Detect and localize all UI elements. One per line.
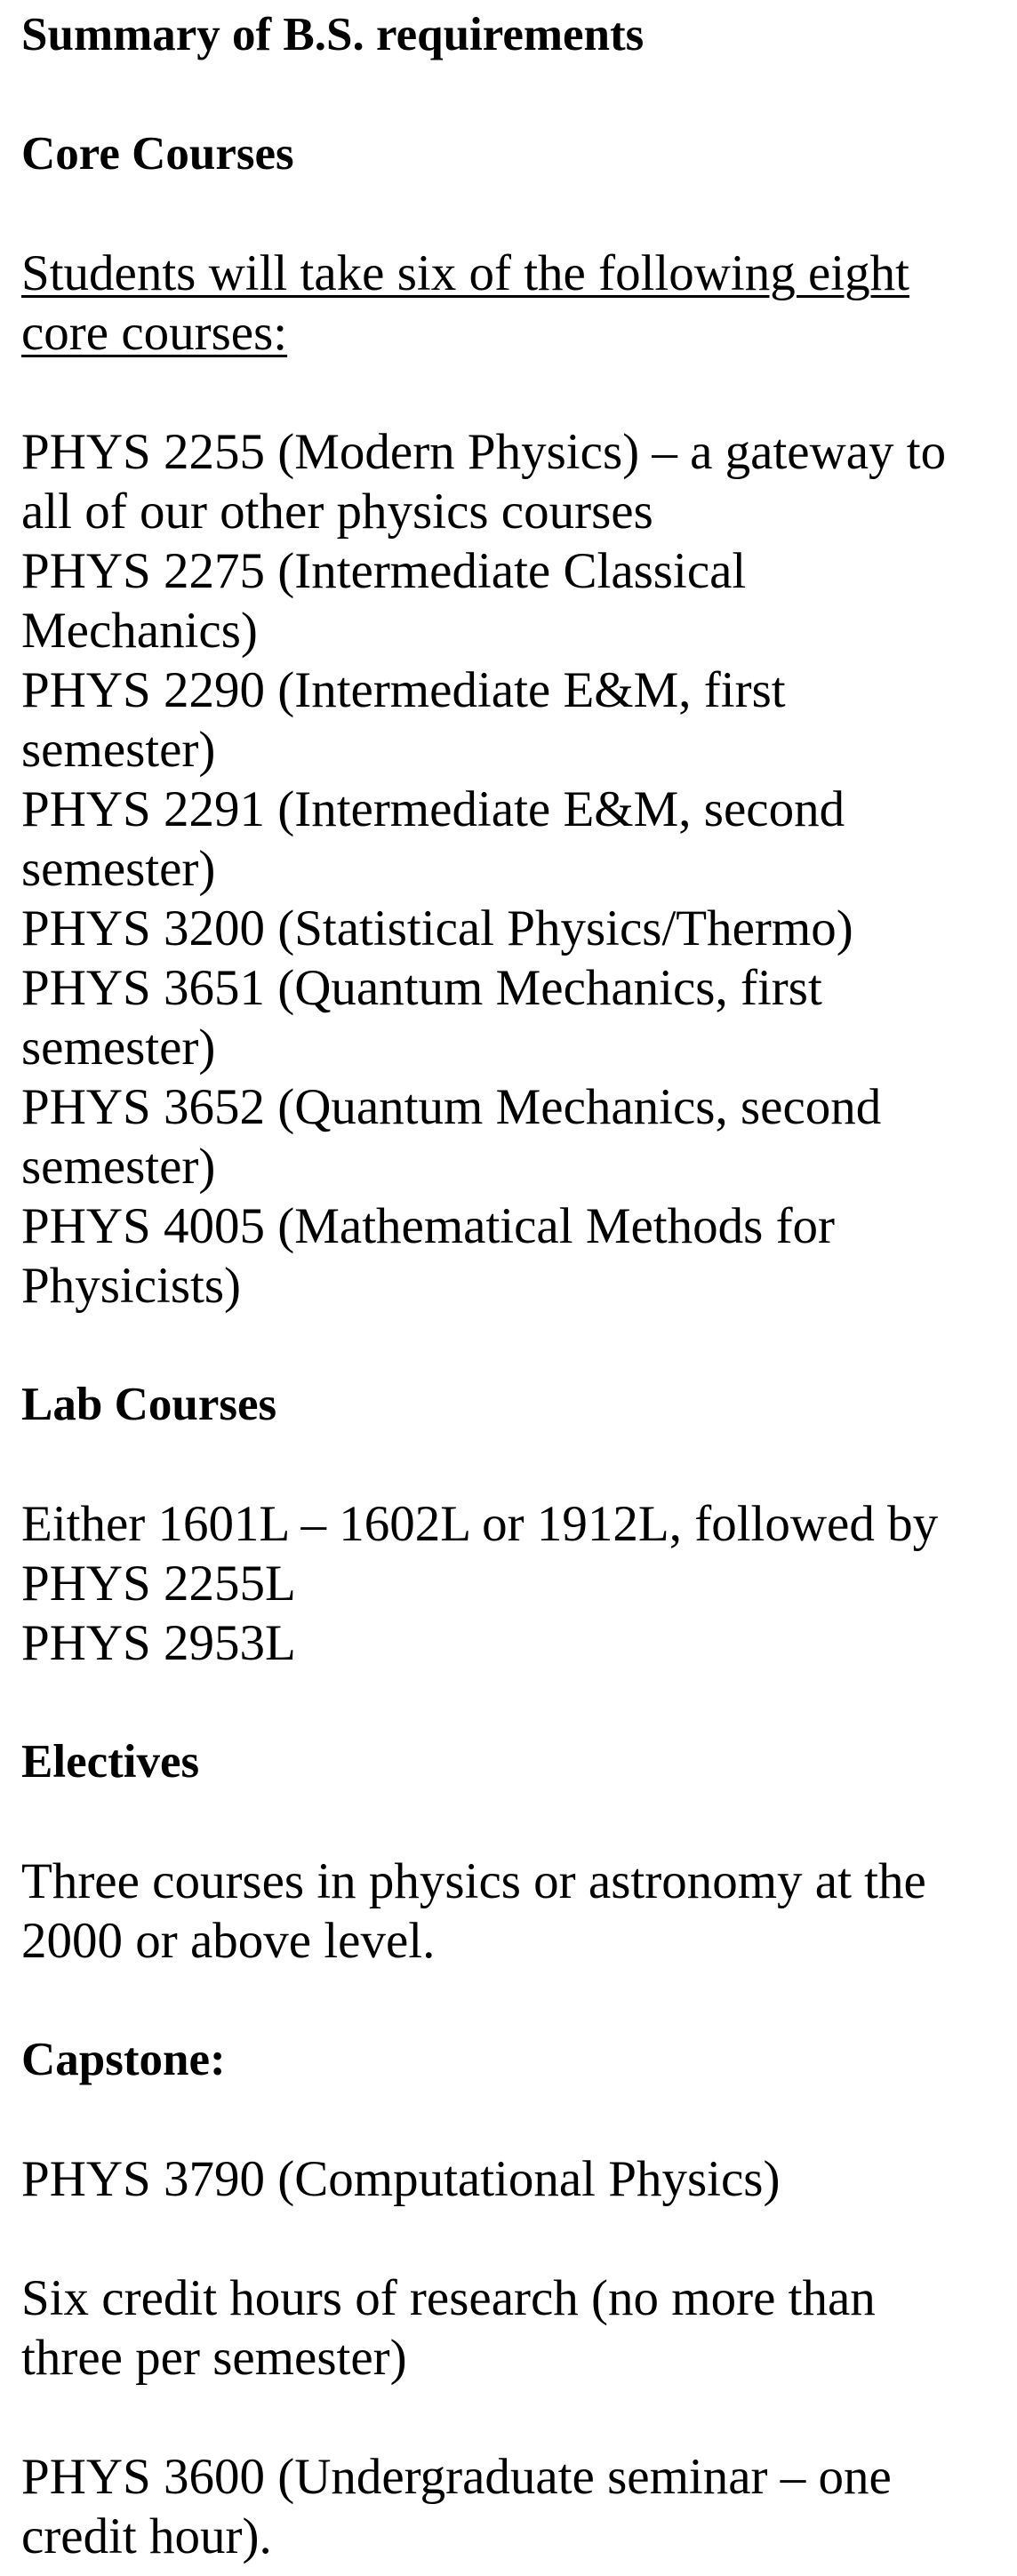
spacer <box>21 1316 1017 1375</box>
core-course-item: PHYS 2290 (Intermediate E&M, first semester) <box>21 662 786 778</box>
core-courses-intro <box>21 244 1017 363</box>
electives-heading: Electives <box>21 1736 200 1788</box>
document-title: Summary of B.S. requirements <box>21 9 645 60</box>
core-course-item: PHYS 2275 (Intermediate Classical Mechanics) <box>21 543 747 659</box>
spacer <box>21 2090 1017 2149</box>
core-course-list <box>21 422 1017 1316</box>
electives-text: Three courses in physics or astronomy at the 2000 or above level. <box>21 1853 926 1969</box>
spacer <box>21 184 1017 244</box>
lab-course-line: PHYS 2953L <box>21 1615 296 1671</box>
capstone-item: PHYS 3600 (Undergraduate seminar – one credit hour). <box>21 2449 892 2564</box>
core-courses-intro-text: Students will take six of the following eight core courses: <box>21 245 909 361</box>
spacer <box>21 1792 1017 1852</box>
capstone-heading: Capstone: <box>21 2034 226 2085</box>
core-course-item: PHYS 3652 (Quantum Mechanics, second semester) <box>21 1079 882 1195</box>
core-courses-heading: Core Courses <box>21 128 294 180</box>
spacer <box>21 65 1017 124</box>
core-course-item: PHYS 3200 (Statistical Physics/Thermo) <box>21 900 853 956</box>
document-page <box>0 5 1017 2576</box>
lab-courses-heading: Lab Courses <box>21 1379 277 1430</box>
core-course-item: PHYS 2255 (Modern Physics) – a gateway to all of our other physics courses <box>21 424 947 540</box>
spacer <box>21 1435 1017 1494</box>
spacer <box>21 2209 1017 2268</box>
spacer <box>21 1673 1017 1732</box>
core-course-item: PHYS 2291 (Intermediate E&M, second semester) <box>21 781 845 897</box>
spacer <box>21 2388 1017 2447</box>
spacer <box>21 363 1017 422</box>
core-course-item: PHYS 3651 (Quantum Mechanics, first semester) <box>21 960 822 1076</box>
capstone-item: Six credit hours of research (no more than three per semester) <box>21 2270 876 2386</box>
capstone-item: PHYS 3790 (Computational Physics) <box>21 2151 781 2207</box>
spacer <box>21 1971 1017 2030</box>
core-course-item: PHYS 4005 (Mathematical Methods for Physicists) <box>21 1198 836 1314</box>
lab-course-line: Either 1601L – 1602L or 1912L, followed by PHYS 2255L <box>21 1496 939 1612</box>
